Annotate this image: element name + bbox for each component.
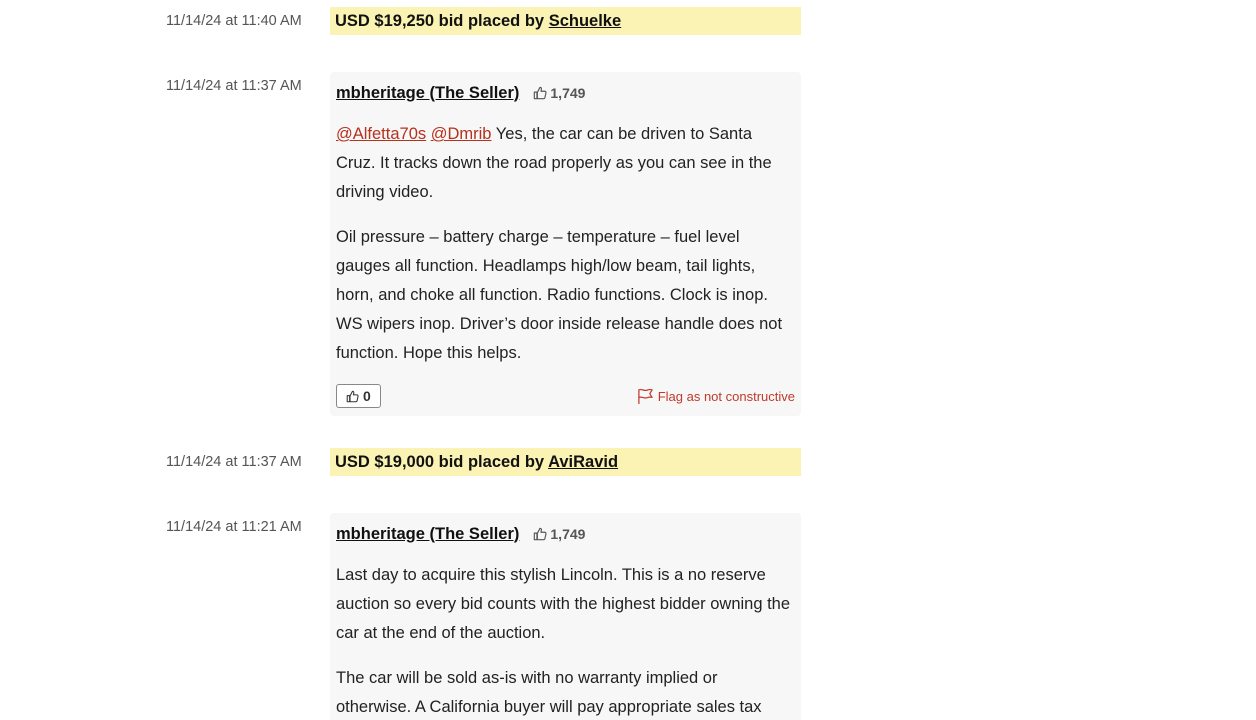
comment-paragraph: Last day to acquire this stylish Lincoln. This is a no reserve auction so every bid counts with the highest bidder owning the car at the end of the auction. (336, 566, 791, 642)
bid-amount-text: USD $19,000 bid placed by (335, 453, 545, 471)
comment-card (330, 513, 801, 720)
thumbs-up-icon (533, 527, 547, 541)
flag-button[interactable] (637, 388, 795, 405)
bid-notice (330, 7, 801, 35)
reputation-score (533, 85, 585, 101)
reputation-score (533, 526, 585, 542)
entry-timestamp: 11/14/24 at 11:21 AM (166, 519, 302, 535)
bid-notice (330, 448, 801, 476)
entry-timestamp: 11/14/24 at 11:40 AM (166, 13, 302, 29)
entry-timestamp: 11/14/24 at 11:37 AM (166, 454, 302, 470)
mention-link[interactable]: @Alfetta70s (336, 125, 427, 143)
upvote-count: 0 (363, 388, 371, 404)
reputation-value: 1,749 (550, 526, 586, 542)
thumbs-up-icon (533, 86, 547, 100)
entry-timestamp: 11/14/24 at 11:37 AM (166, 78, 302, 94)
comment-card (330, 72, 801, 416)
comment-paragraph: The car will be sold as-is with no warranty implied or otherwise. A California buyer will pay appropriate sales tax (336, 669, 762, 716)
comment-paragraph: Oil pressure – battery charge – temperature – fuel level gauges all function. Headlamps high/low beam, tail lights, horn, and choke all function. Radio functions. Clock is inop. WS wipers inop. Driver’s door inside release handle does not function. Hope this helps. (336, 228, 783, 362)
comment-author-link[interactable]: mbheritage (The Seller) (336, 83, 520, 102)
comment-text: Yes, the car can be driven to Santa Cruz. It tracks down the road properly as you can see in the driving video. (336, 125, 772, 201)
comment-paragraph (336, 120, 795, 207)
bid-amount-text: USD $19,250 bid placed by (335, 12, 545, 30)
mention-link[interactable]: @Dmrib (430, 125, 492, 143)
bidder-link[interactable]: Schuelke (548, 12, 622, 30)
flag-label: Flag as not constructive (657, 388, 795, 404)
upvote-button[interactable] (336, 384, 381, 408)
thumbs-up-icon (346, 390, 359, 403)
comment-author-link[interactable]: mbheritage (The Seller) (336, 524, 520, 543)
bidder-link[interactable]: AviRavid (548, 453, 619, 471)
reputation-value: 1,749 (550, 85, 586, 101)
flag-icon (637, 388, 654, 405)
